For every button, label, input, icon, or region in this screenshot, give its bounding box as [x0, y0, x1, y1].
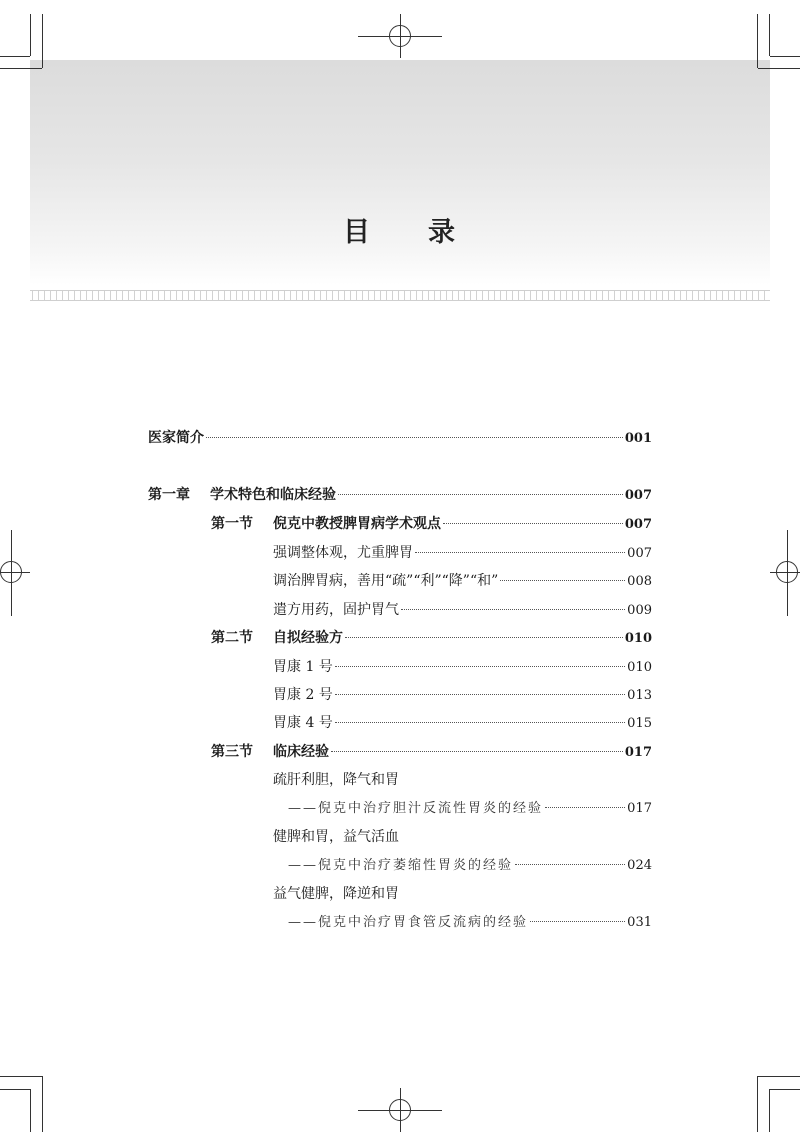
toc-entry-subitem[interactable] — [288, 855, 652, 877]
dot-leader — [415, 552, 625, 553]
dot-leader — [338, 494, 623, 495]
crop-mark — [42, 14, 43, 68]
page-title — [0, 210, 800, 249]
toc-label: 医家简介 — [148, 430, 204, 446]
toc-page-number: 010 — [627, 660, 652, 675]
toc-label: 健脾和胃，益气活血 — [273, 829, 399, 845]
registration-line — [11, 530, 12, 616]
registration-line — [770, 572, 800, 573]
toc-label: 学术特色和临床经验 — [210, 487, 336, 503]
registration-line — [0, 572, 30, 573]
toc-entry-subitem[interactable] — [288, 798, 652, 820]
crop-mark — [0, 1076, 42, 1077]
dot-leader — [545, 807, 625, 808]
toc-entry-chapter-1[interactable] — [148, 484, 652, 506]
crop-mark — [769, 14, 770, 56]
toc-label: ——倪克中治疗胃食管反流病的经验 — [288, 915, 529, 930]
toc-page-number: 007 — [624, 517, 652, 532]
toc-subheading — [273, 769, 652, 791]
crop-mark — [757, 1076, 758, 1132]
toc-section-number: 第三节 — [211, 744, 253, 760]
toc-label: 遣方用药，固护胃气 — [273, 602, 399, 618]
toc-label: 益气健脾，降逆和胃 — [273, 886, 399, 902]
toc-subheading — [273, 883, 652, 905]
dot-leader — [345, 637, 623, 638]
toc-entry-intro[interactable] — [148, 427, 652, 449]
crop-mark — [757, 14, 758, 68]
header-band — [30, 60, 770, 285]
toc-entry-subitem[interactable] — [288, 912, 652, 934]
dot-leader — [443, 523, 623, 524]
registration-line — [400, 14, 401, 58]
toc-label: 胃康 2 号 — [273, 687, 333, 703]
dot-leader — [515, 864, 625, 865]
toc-entry-item[interactable] — [273, 542, 652, 564]
toc-page-number: 008 — [627, 574, 652, 589]
dot-leader — [335, 666, 625, 667]
crop-mark — [0, 1089, 30, 1090]
toc-page-number: 017 — [627, 801, 652, 816]
crop-mark — [758, 1076, 800, 1077]
dot-leader — [530, 921, 625, 922]
toc-entry-item[interactable] — [273, 599, 652, 621]
toc-label: 强调整体观，尤重脾胃 — [273, 545, 413, 561]
toc-entry-item[interactable] — [273, 656, 652, 678]
toc-page-number: 007 — [624, 488, 652, 503]
toc-page-number: 024 — [627, 858, 652, 873]
toc-page-number: 031 — [627, 915, 652, 930]
dot-leader — [206, 437, 623, 438]
toc-section-number: 第二节 — [211, 630, 253, 646]
toc-entry-section-3[interactable] — [211, 741, 652, 763]
toc-page-number: 015 — [627, 716, 652, 731]
toc-label: 倪克中教授脾胃病学术观点 — [273, 516, 441, 532]
crop-mark — [758, 68, 800, 69]
toc-chapter-number: 第一章 — [148, 487, 190, 503]
toc-label: 临床经验 — [273, 744, 329, 760]
toc-section-number: 第一节 — [211, 516, 253, 532]
dot-leader — [335, 694, 625, 695]
toc-label: 胃康 1 号 — [273, 659, 333, 675]
crop-mark — [770, 1089, 800, 1090]
crop-mark — [30, 1089, 31, 1132]
toc-page-number: 007 — [627, 546, 652, 561]
toc-entry-item[interactable] — [273, 712, 652, 734]
toc-label: 自拟经验方 — [273, 630, 343, 646]
registration-line — [400, 1088, 401, 1132]
toc-label: ——倪克中治疗萎缩性胃炎的经验 — [288, 858, 514, 873]
toc-entry-section-2[interactable] — [211, 627, 652, 649]
title-char-2: 录 — [428, 217, 457, 248]
crop-mark — [30, 14, 31, 56]
toc-page-number: 001 — [624, 431, 652, 446]
crop-mark — [0, 56, 30, 57]
crop-mark — [770, 56, 800, 57]
toc-label: ——倪克中治疗胆汁反流性胃炎的经验 — [288, 801, 544, 816]
toc-label: 调治脾胃病，善用“疏”“利”“降”“和” — [273, 573, 499, 589]
toc-page-number: 017 — [624, 745, 652, 760]
dot-leader — [401, 609, 625, 610]
dot-leader — [500, 580, 625, 581]
toc-page-number: 013 — [627, 688, 652, 703]
crop-mark — [42, 1076, 43, 1132]
decorative-border — [30, 290, 770, 301]
toc-label: 疏肝利胆，降气和胃 — [273, 772, 399, 788]
toc-entry-item[interactable] — [273, 684, 652, 706]
dot-leader — [331, 751, 623, 752]
toc-page-number: 010 — [624, 631, 652, 646]
dot-leader — [335, 722, 625, 723]
registration-line — [787, 530, 788, 616]
toc-entry-item[interactable] — [273, 570, 652, 592]
toc-page-number: 009 — [627, 603, 652, 618]
crop-mark — [0, 68, 42, 69]
toc-label: 胃康 4 号 — [273, 715, 333, 731]
toc-entry-section-1[interactable] — [211, 513, 652, 535]
crop-mark — [769, 1089, 770, 1132]
title-char-1: 目 — [343, 217, 372, 248]
toc-subheading — [273, 826, 652, 848]
